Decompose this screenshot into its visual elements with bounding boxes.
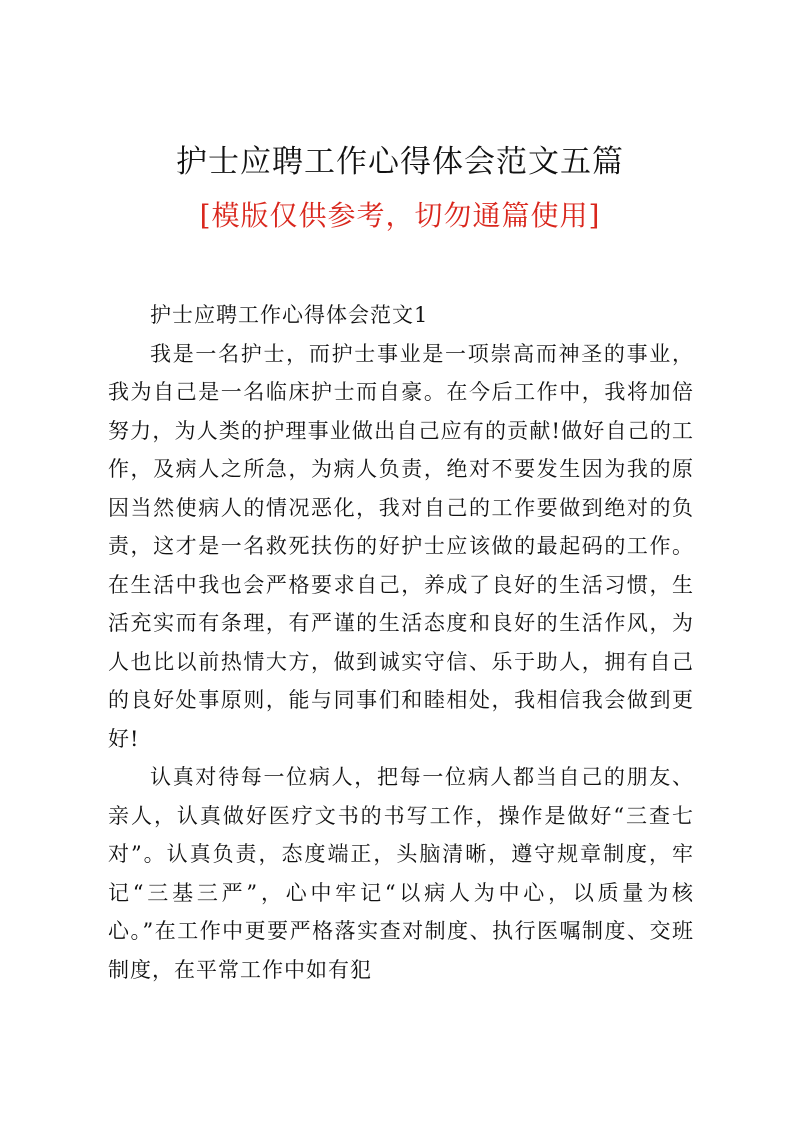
paragraph-2: 认真对待每一位病人，把每一位病人都当自己的朋友、亲人，认真做好医疗文书的书写工作，操作是做好“三查七对”。认真负责，态度端正，头脑清晰，遵守规章制度，牢记“三基三严”，心中牢记“以病人为中心，以质量为核心。”在工作中更要严格落实查对制度、执行医嘱制度、交班制度，在平常工作中如有犯 (108, 765, 694, 982)
paragraph-1: 我是一名护士，而护士事业是一项崇高而神圣的事业，我为自己是一名临床护士而自豪。在今后工作中，我将加倍努力，为人类的护理事业做出自己应有的贡献!做好自己的工作，及病人之所急，为病人负责，绝对不要发生因为我的原因当然使病人的情况恶化，我对自己的工作要做到绝对的负责，这才是一名救死扶伤的好护士应该做的最起码的工作。在生活中我也会严格要求自己，养成了良好的生活习惯，生活充实而有条理，有严谨的生活态度和良好的生活作风，为人也比以前热情大方，做到诚实守信、乐于助人，拥有自己的良好处事原则，能与同事们和睦相处，我相信我会做到更好! (108, 341, 694, 751)
template-note: [模版仅供参考，切勿通篇使用] (199, 199, 601, 232)
section-heading: 护士应聘工作心得体会范文1 (150, 303, 429, 327)
document-body (108, 296, 694, 989)
document-title: 护士应聘工作心得体会范文五篇 (176, 144, 624, 180)
